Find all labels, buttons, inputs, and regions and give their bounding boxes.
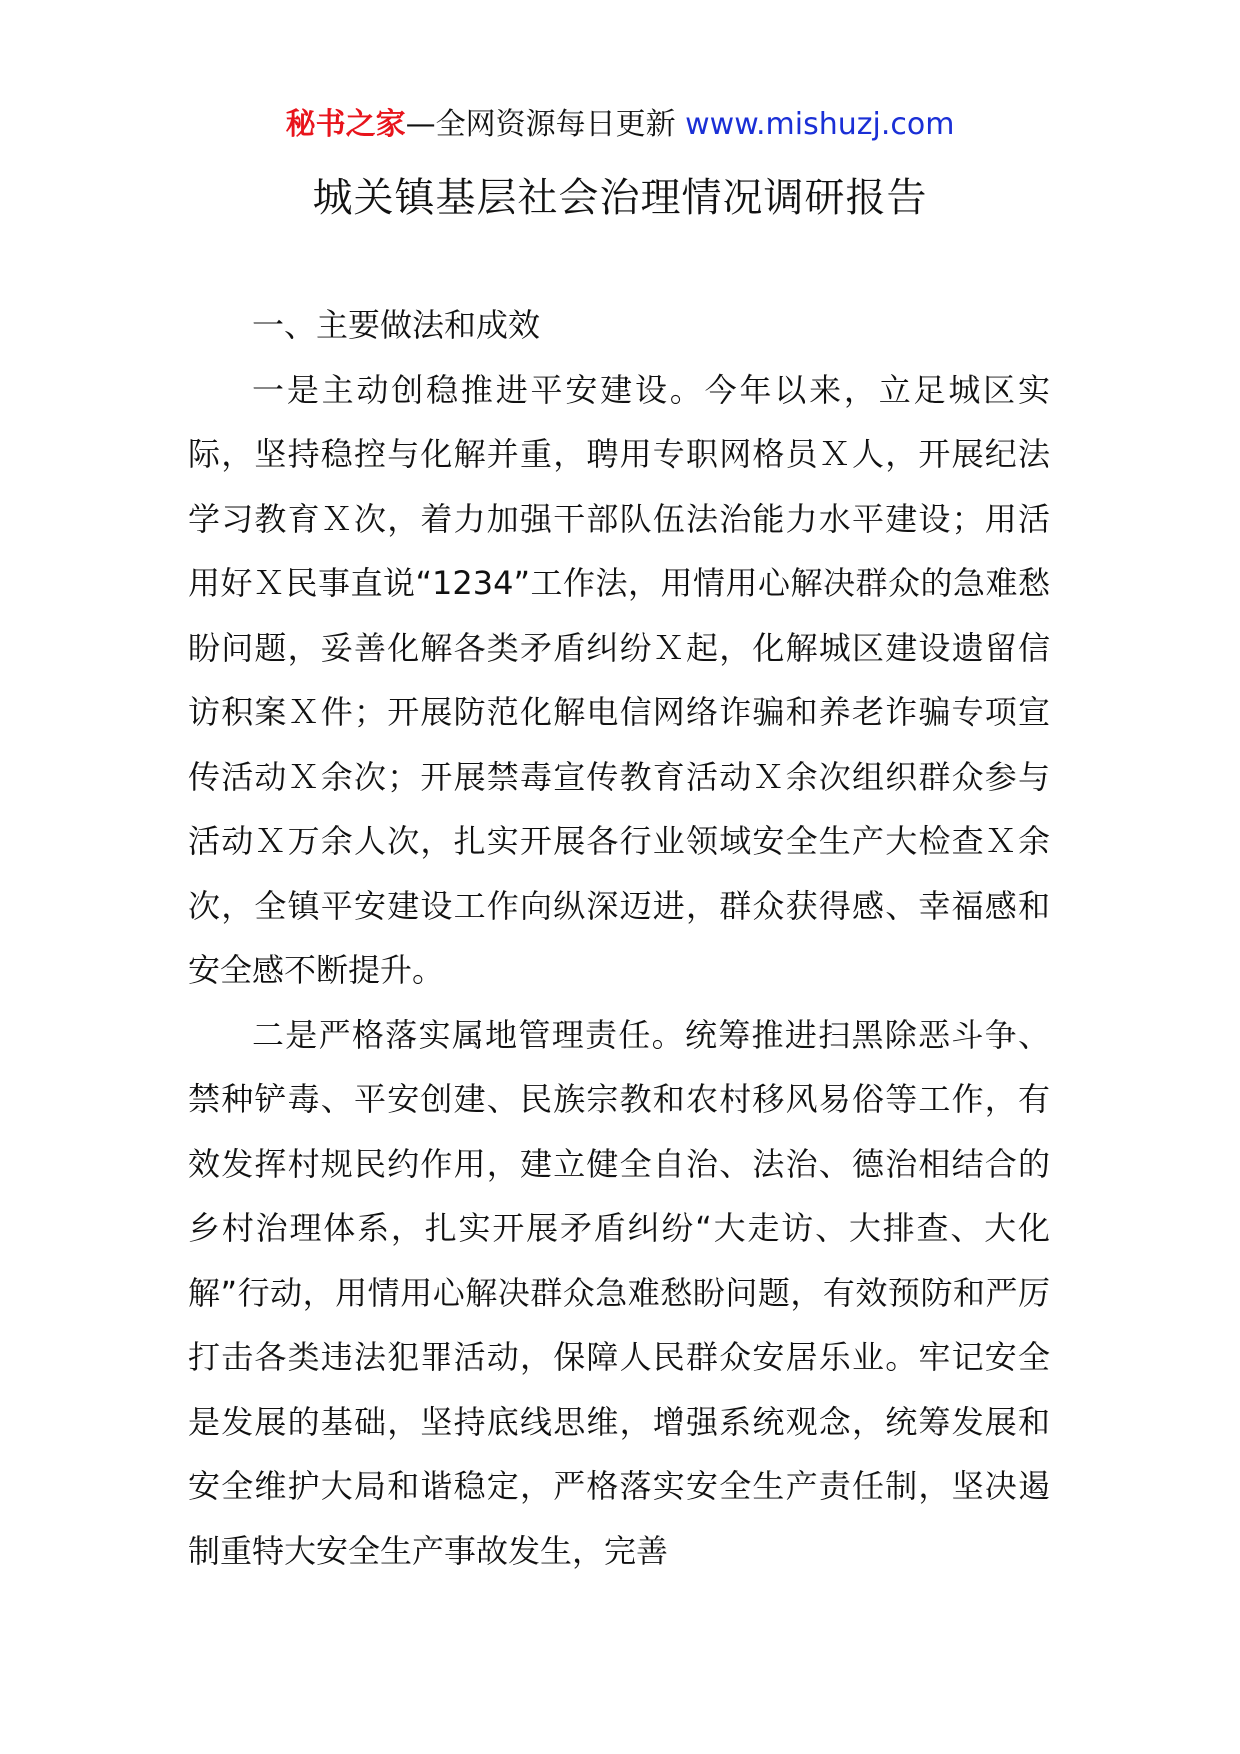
document-body bbox=[188, 293, 1050, 1583]
paragraph: 一是主动创稳推进平安建设。今年以来，立足城区实际，坚持稳控与化解并重，聘用专职网格员Ｘ人，开展纪法学习教育Ｘ次，着力加强干部队伍法治能力水平建设；用活用好Ｘ民事直说“1234”工作法，用情用心解决群众的急难愁盼问题，妥善化解各类矛盾纠纷Ｘ起，化解城区建设遗留信访积案Ｘ件；开展防范化解电信网络诈骗和养老诈骗专项宣传活动Ｘ余次；开展禁毒宣传教育活动Ｘ余次组织群众参与活动Ｘ万余人次，扎实开展各行业领域安全生产大检查Ｘ余次，全镇平安建设工作向纵深迈进，群众获得感、幸福感和安全感不断提升。 bbox=[188, 370, 1050, 989]
brand-name: 秘书之家 bbox=[285, 107, 406, 142]
document-title: 城关镇基层社会治理情况调研报告 bbox=[312, 175, 928, 221]
banner-tagline: —全网资源每日更新 bbox=[405, 107, 686, 142]
site-banner bbox=[0, 100, 1240, 150]
banner-url: www.mishuzj.com bbox=[685, 107, 955, 142]
section-heading: 一、主要做法和成效 bbox=[252, 306, 541, 344]
paragraph: 二是严格落实属地管理责任。统筹推进扫黑除恶斗争、禁种铲毒、平安创建、民族宗教和农村移风易俗等工作，有效发挥村规民约作用，建立健全自治、法治、德治相结合的乡村治理体系，扎实开展矛盾纠纷“大走访、大排查、大化解”行动，用情用心解决群众急难愁盼问题，有效预防和严厉打击各类违法犯罪活动，保障人民群众安居乐业。牢记安全是发展的基础，坚持底线思维，增强系统观念，统筹发展和安全维护大局和谐稳定，严格落实安全生产责任制，坚决遏制重特大安全生产事故发生，完善 bbox=[188, 1015, 1050, 1570]
